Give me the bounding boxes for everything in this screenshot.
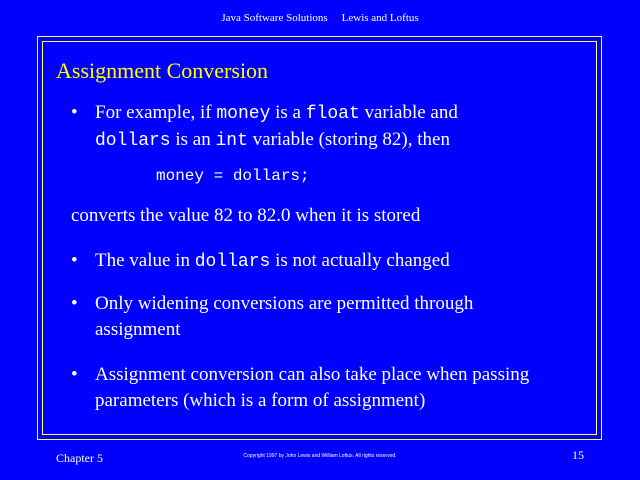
bullet-text (95, 362, 529, 414)
text-run: The value in (95, 250, 195, 271)
text-run: is a (270, 102, 306, 123)
bullet-line: Only widening conversions are permitted through (95, 293, 474, 314)
copyright-notice: Copyright 1997 by John Lewis and William Loftus. All rights reserved. (243, 453, 397, 459)
code-example: money = dollars; (156, 167, 310, 185)
code-run: money (216, 104, 271, 124)
text-run: For example, if (95, 102, 217, 123)
bullet-line: parameters (which is a form of assignment) (95, 390, 426, 411)
code-run: dollars (95, 131, 171, 151)
bullet-text (95, 248, 450, 275)
slide-header (0, 12, 640, 24)
chapter-label: Chapter 5 (56, 451, 103, 465)
text-run: variable and (359, 102, 458, 123)
bullet-text (95, 291, 473, 343)
slide-title: Assignment Conversion (56, 58, 269, 83)
bullet-line: assignment (95, 319, 181, 340)
text-run: variable (storing 82), then (247, 129, 450, 150)
code-run: float (305, 104, 360, 124)
bullet-icon: • (71, 250, 78, 271)
book-authors: Lewis and Loftus (341, 12, 419, 24)
code-run: int (215, 131, 248, 151)
bullet-icon: • (71, 364, 78, 385)
text-run: is not actually changed (270, 250, 450, 271)
code-run: dollars (194, 252, 271, 272)
bullet-line (95, 127, 458, 154)
explanation-text: converts the value 82 to 82.0 when it is stored (71, 205, 421, 226)
text-run: is an (170, 129, 216, 150)
book-title: Java Software Solutions (221, 12, 328, 24)
bullet-line (95, 248, 450, 275)
page-number: 15 (572, 448, 584, 462)
bullet-line (95, 100, 458, 127)
bullet-line: Assignment conversion can also take place when passing (95, 364, 530, 385)
bullet-icon: • (71, 293, 78, 314)
bullet-icon: • (71, 102, 78, 123)
bullet-text (95, 100, 458, 154)
